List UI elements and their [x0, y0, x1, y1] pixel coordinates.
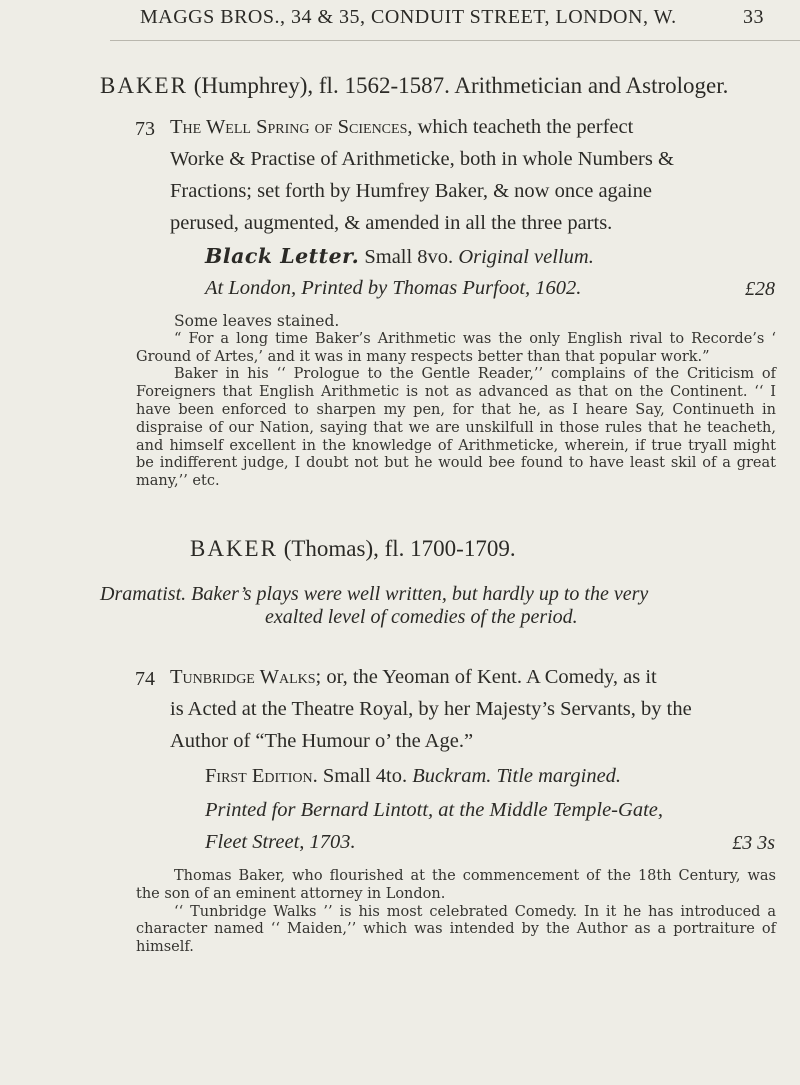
author-surname: BAKER — [190, 536, 278, 561]
notes-block-1 — [136, 313, 776, 491]
edition: First Edition. — [205, 765, 318, 787]
quotation-note: “ For a long time Baker’s Arithmetic was the only English rival to Recorde’s ‘ Ground of Artes,’ and it was in many respects better than that popular work.” — [136, 330, 776, 365]
title-line-2: Worke & Practise of Arithmeticke, both in whole Numbers & — [170, 148, 674, 170]
price: £28 — [745, 278, 775, 300]
intro-line-2: exalted level of comedies of the period. — [265, 606, 578, 628]
intro-line-1: Dramatist. Baker’s plays were well written, but hardly up to the very — [100, 583, 649, 605]
biography-note: Thomas Baker, who flourished at the commencement of the 18th Century, was the son of an eminent attorney in London. — [136, 868, 776, 902]
format-blackletter: Black Letter. — [205, 244, 360, 268]
price: £3 3s — [732, 832, 775, 854]
title-line-2: is Acted at the Theatre Royal, by her Majesty’s Servants, by the — [170, 698, 692, 720]
author-intro — [100, 583, 780, 629]
lot-number: 73 — [135, 118, 155, 140]
header-rule — [110, 40, 800, 41]
play-note: ‘‘ Tunbridge Walks ’’ is his most celebrated Comedy. In it he has introduced a character named ‘‘ Maiden,’’ which was intended by the Author as a portraiture of himself. — [136, 903, 776, 956]
title-smallcaps: Tunbridge Walks; — [170, 666, 322, 688]
imprint-line-1: Printed for Bernard Lintott, at the Middle Temple-Gate, — [205, 799, 663, 821]
title-line-1-rest: which teacheth the perfect — [412, 116, 634, 138]
title-line-3: Fractions; set forth by Humfrey Baker, & now once againe — [170, 180, 652, 202]
imprint: At London, Printed by Thomas Purfoot, 1602. — [205, 277, 582, 299]
header-text: MAGGS BROS., 34 & 35, CONDUIT STREET, LONDON, W. — [140, 6, 677, 28]
lot-number: 74 — [135, 668, 155, 690]
author-heading-humphrey — [100, 73, 728, 99]
condition-note: Some leaves stained. — [174, 312, 340, 330]
format-size: Small 8vo. — [364, 246, 454, 268]
prologue-note: Baker in his ‘‘ Prologue to the Gentle Reader,’’ complains of the Criticism of Foreigners that English Arithmetic is not as advanced as that on the Continent. ‘‘ I have been enforced to sharpen my pen, for that he, as I heare Say, Continueth in dispraise of our Nation, saying that we are unskilfull in those rules that he teacheth, and himself excellent in the knowledge of Arithmeticke, wherein, if true tryall might be indifferent judge, I doubt not but he would bee found to have least skil of a great many,’’ etc. — [136, 366, 776, 490]
title-line-1-rest: or, the Yeoman of Kent. A Comedy, as it — [321, 666, 657, 688]
imprint-line-2: Fleet Street, 1703. — [205, 831, 356, 853]
author-details: (Humphrey), fl. 1562-1587. Arithmetician and Astrologer. — [193, 73, 729, 98]
author-surname: BAKER — [100, 73, 188, 98]
notes-block-2 — [136, 868, 776, 957]
author-heading-thomas — [190, 536, 516, 562]
binding-note: Title margined. — [496, 765, 622, 787]
binding: Original vellum. — [458, 246, 594, 268]
title-line-1 — [170, 114, 775, 140]
title-line-3: Author of “The Humour o’ the Age.” — [170, 730, 474, 752]
format-line — [205, 763, 800, 789]
binding: Buckram. — [412, 765, 492, 787]
running-header — [140, 6, 764, 29]
format-size: Small 4to. — [317, 765, 408, 787]
format-line — [205, 243, 800, 270]
author-details: (Thomas), fl. 1700-1709. — [283, 536, 516, 561]
page-number: 33 — [743, 6, 764, 28]
title-line-4: perused, augmented, & amended in all the three parts. — [170, 212, 613, 234]
title-smallcaps: The Well Spring of Sciences, — [170, 116, 413, 138]
title-line-1 — [170, 664, 775, 690]
